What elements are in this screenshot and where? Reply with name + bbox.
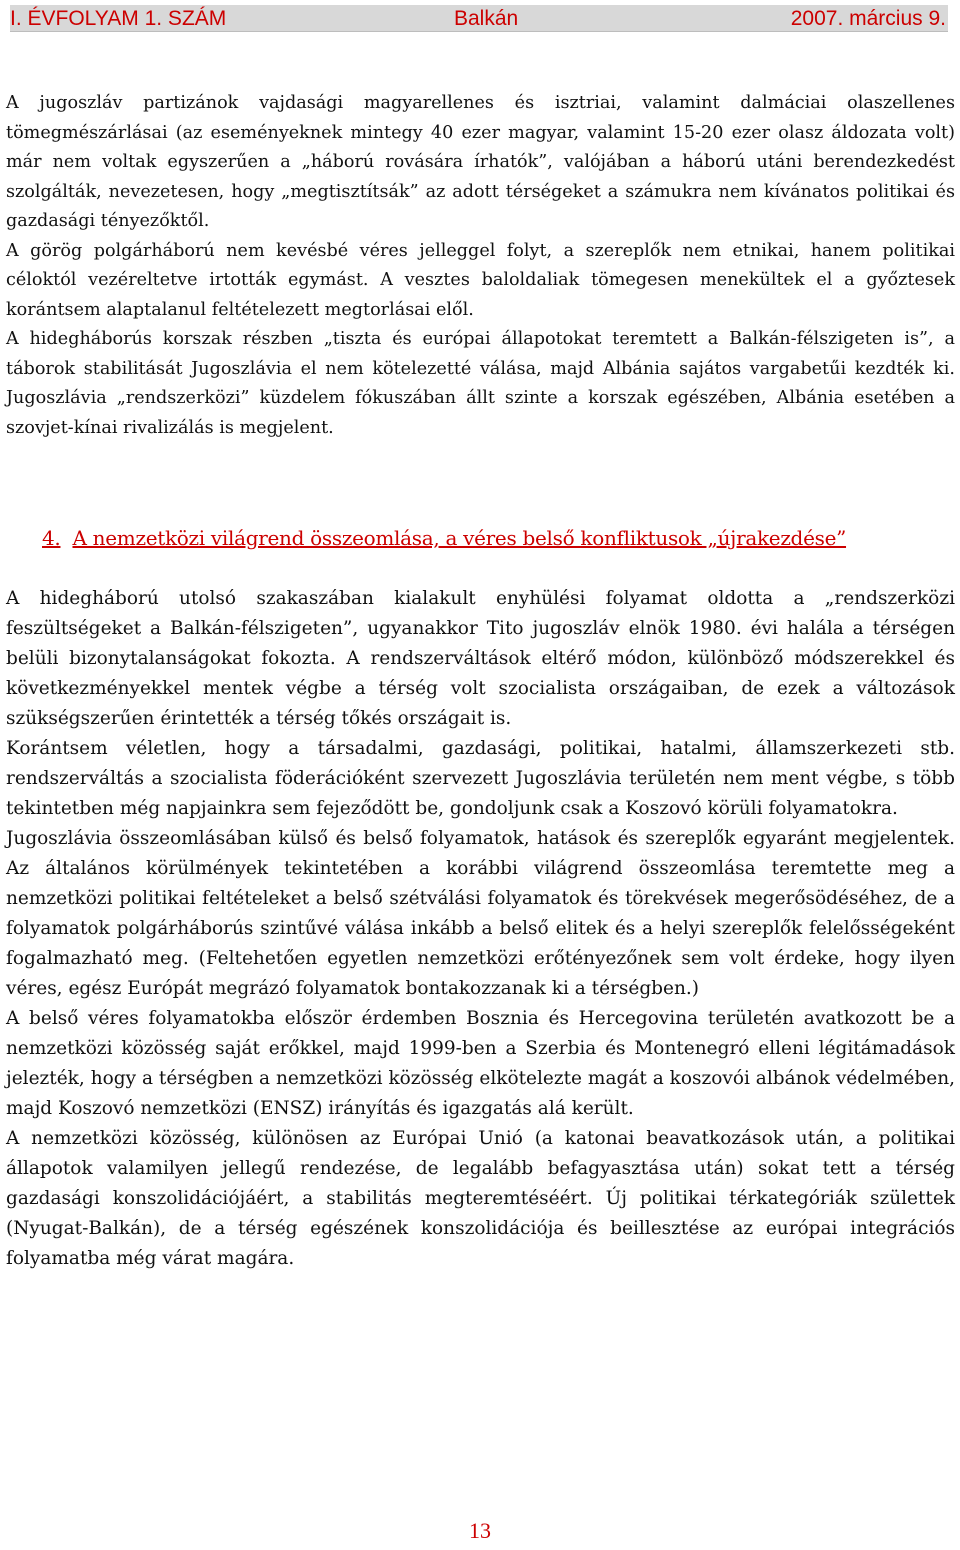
running-header: [10, 5, 948, 32]
first-text-block: [6, 89, 955, 443]
paragraph: Jugoszlávia összeomlásában külső és belső folyamatok, hatások és szereplők egyaránt megjelentek. Az általános körülmények tekintetében a korábbi világrend összeomlása teremtette meg a nemzetközi politikai feltételeket a belső szétválási folyamatok és törekvések megerősödéséhez, de a folyamatok polgárháborús szintűvé válása inkább a belső elitek és a helyi szereplők felelősségeként fogalmazható meg. (Feltehetően egyetlen nemzetközi erőtényezőnek sem volt érdeke, hogy ilyen véres, egész Európát megrázó folyamatok bontakozzanak ki a térségben.): [6, 828, 955, 999]
header-section: Balkán: [454, 7, 519, 30]
paragraph: Korántsem véletlen, hogy a társadalmi, gazdasági, politikai, hatalmi, államszerkezeti stb. rendszerváltás a szocialista föderációként szervezett Jugoszlávia területén nem ment végbe, s több tekintetben még napjainkra sem fejeződött be, gondoljunk csak a Koszovó körüli folyamatokra.: [6, 738, 955, 819]
page-number: 13: [469, 1518, 491, 1543]
paragraph: A nemzetközi közösség, különösen az Európai Unió (a katonai beavatkozások után, a politikai állapotok valamilyen jellegű rendezése, de legalább befagyasztása után) sokat tett a térség gazdasági konszolidációjáért, a stabilitás megteremtéséért. Új politikai térkategóriák születtek (Nyugat-Balkán), de a térség egészének konszolidációja és beillesztése az európai integrációs folyamatba még várat magára.: [6, 1128, 955, 1269]
section-heading: [42, 526, 942, 550]
section-title-text: A nemzetközi világrend összeomlása, a véres belső konfliktusok „újrakezdése”: [72, 526, 847, 550]
second-text-block: [6, 584, 955, 1274]
paragraph: A görög polgárháború nem kevésbé véres jelleggel folyt, a szereplők nem etnikai, hanem politikai céloktól vezéreltetve irtották egymást. A vesztes baloldaliak tömegesen menekültek el a győztesek korántsem alaptalanul feltételezett megtorlásai elől.: [6, 240, 955, 320]
paragraph: A jugoszláv partizánok vajdasági magyarellenes és isztriai, valamint dalmáciai olaszellenes tömegmészárlásai (az eseményeknek mintegy 40 ezer magyar, valamint 15-20 ezer olasz áldozata volt) már nem voltak egyszerűen a „háború rovására írhatók”, valójában a háború utáni berendezkedést szolgálták, nevezetesen, hogy „megtisztítsák” az adott térségeket a számukra nem kívánatos politikai és gazdasági tényezőktől.: [6, 93, 955, 231]
paragraph: A belső véres folyamatokba először érdemben Bosznia és Hercegovina területén avatkozott be a nemzetközi közösség saját erőkkel, majd 1999-ben a Szerbia és Montenegró elleni légitámadások jelezték, hogy a térségben a nemzetközi közösség elkötelezte magát a koszovói albánok védelmében, majd Koszovó nemzetközi (ENSZ) irányítás és igazgatás alá került.: [6, 1008, 955, 1119]
section-number: 4.: [42, 526, 61, 550]
header-date: 2007. március 9.: [790, 7, 946, 30]
paragraph: A hidegháború utolsó szakaszában kialakult enyhülési folyamat oldotta a „rendszerközi feszültségeket a Balkán-félszigeten”, ugyanakkor Tito jugoszláv elnök 1980. évi halála a térségen belüli bizonytalanságokat fokozta. A rendszerváltások eltérő módon, különböző módszerekkel és következményekkel mentek végbe a térség volt szocialista országaiban, de ezek a változások szükségszerűen érintették a térség tőkés országait is.: [6, 588, 955, 729]
header-volume: I. ÉVFOLYAM 1. SZÁM: [10, 7, 227, 30]
paragraph: A hidegháborús korszak részben „tiszta és európai állapotokat teremtett a Balkán-félszigeten is”, a táborok stabilitását Jugoszlávia el nem kötelezetté válása, majd Albánia sajátos vargabetűi kezdték ki. Jugoszlávia „rendszerközi” küzdelem fókuszában állt szinte a korszak egészében, Albánia esetében a szovjet-kínai rivalizálás is megjelent.: [6, 329, 955, 438]
